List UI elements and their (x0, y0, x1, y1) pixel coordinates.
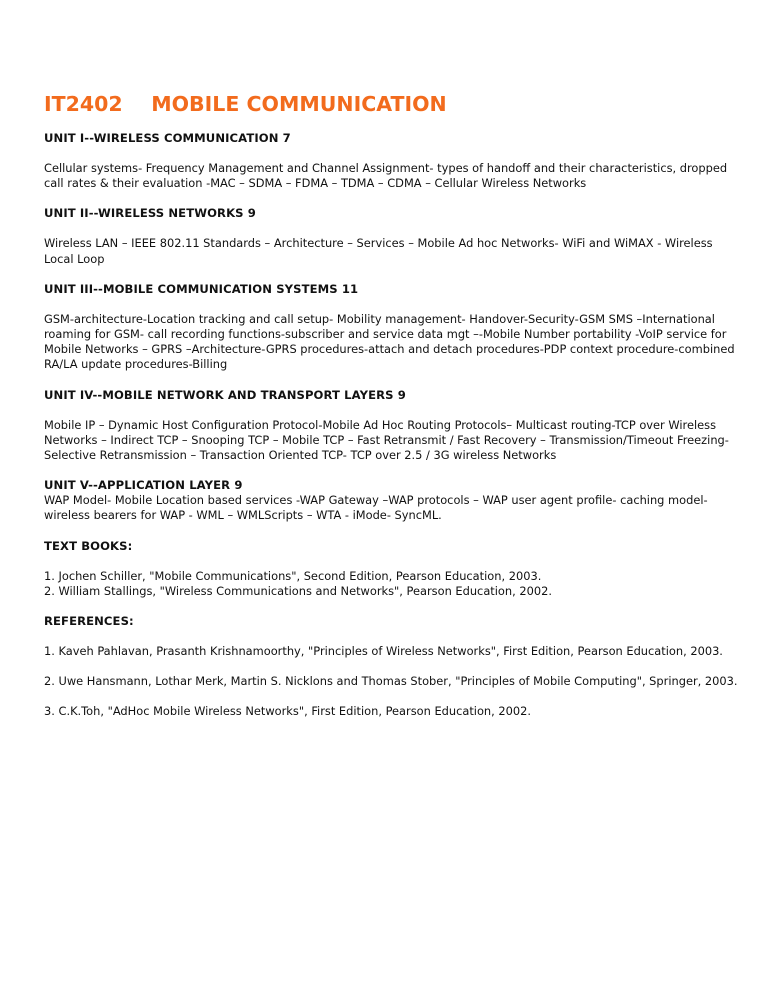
unit-2-body: Wireless LAN – IEEE 802.11 Standards – Architecture – Services – Mobile Ad hoc Networks- WiFi and WiMAX - Wireless Local Loop (44, 236, 713, 266)
unit-3-heading: UNIT III--MOBILE COMMUNICATION SYSTEMS 11 (44, 281, 359, 296)
reference-item: 1. Kaveh Pahlavan, Prasanth Krishnamoorthy, "Principles of Wireless Networks", First Edition, Pearson Education, 2003. (44, 644, 723, 659)
reference-item: 3. C.K.Toh, "AdHoc Mobile Wireless Networks", First Edition, Pearson Education, 2002. (44, 704, 532, 719)
unit-1-heading: UNIT I--WIRELESS COMMUNICATION 7 (44, 131, 291, 145)
text-book-item: 1. Jochen Schiller, "Mobile Communications", Second Edition, Pearson Education, 2003. (44, 568, 542, 583)
unit-4-heading: UNIT IV--MOBILE NETWORK AND TRANSPORT LAYERS 9 (44, 387, 406, 402)
unit-5-body: WAP Model- Mobile Location based services -WAP Gateway –WAP protocols – WAP user agent profile- caching model-wireless bearers for WAP - WML – WMLScripts – WTA - iMode- SyncML. (44, 493, 708, 523)
text-book-item: 2. William Stallings, "Wireless Communications and Networks", Pearson Education, 2002. (44, 583, 552, 598)
document-page (44, 92, 744, 735)
unit-2-heading: UNIT II--WIRELESS NETWORKS 9 (44, 206, 256, 221)
unit-3-body: GSM-architecture-Location tracking and call setup- Mobility management- Handover-Security-GSM SMS –International roaming for GSM- call recording functions-subscriber and service data mgt –-Mobile Number portability -VoIP service for Mobile Networks – GPRS –Architecture-GPRS procedures-attach and detach procedures-PDP context procedure-combined RA/LA update procedures-Billing (44, 311, 735, 372)
text-books-list (44, 569, 744, 599)
unit-1-body: Cellular systems- Frequency Management and Channel Assignment- types of handoff and their characteristics, dropped call rates & their evaluation -MAC – SDMA – FDMA – TDMA – CDMA – Cellular Wireless Networks (44, 161, 728, 191)
course-title: IT2402 MOBILE COMMUNICATION (44, 92, 447, 116)
text-books-heading: TEXT BOOKS: (44, 538, 133, 553)
unit-5-heading: UNIT V--APPLICATION LAYER 9 (44, 478, 243, 493)
references-heading: REFERENCES: (44, 614, 134, 629)
unit-4-body: Mobile IP – Dynamic Host Configuration Protocol-Mobile Ad Hoc Routing Protocols– Multicast routing-TCP over Wireless Networks – Indirect TCP – Snooping TCP – Mobile TCP – Fast Retransmit / Fast Recovery – Transmission/Timeout Freezing-Selective Retransmission – Transaction Oriented TCP- TCP over 2.5 / 3G wireless Networks (44, 417, 729, 463)
reference-item: 2. Uwe Hansmann, Lothar Merk, Martin S. Nicklons and Thomas Stober, "Principles of Mobile Computing", Springer, 2003. (44, 674, 738, 689)
